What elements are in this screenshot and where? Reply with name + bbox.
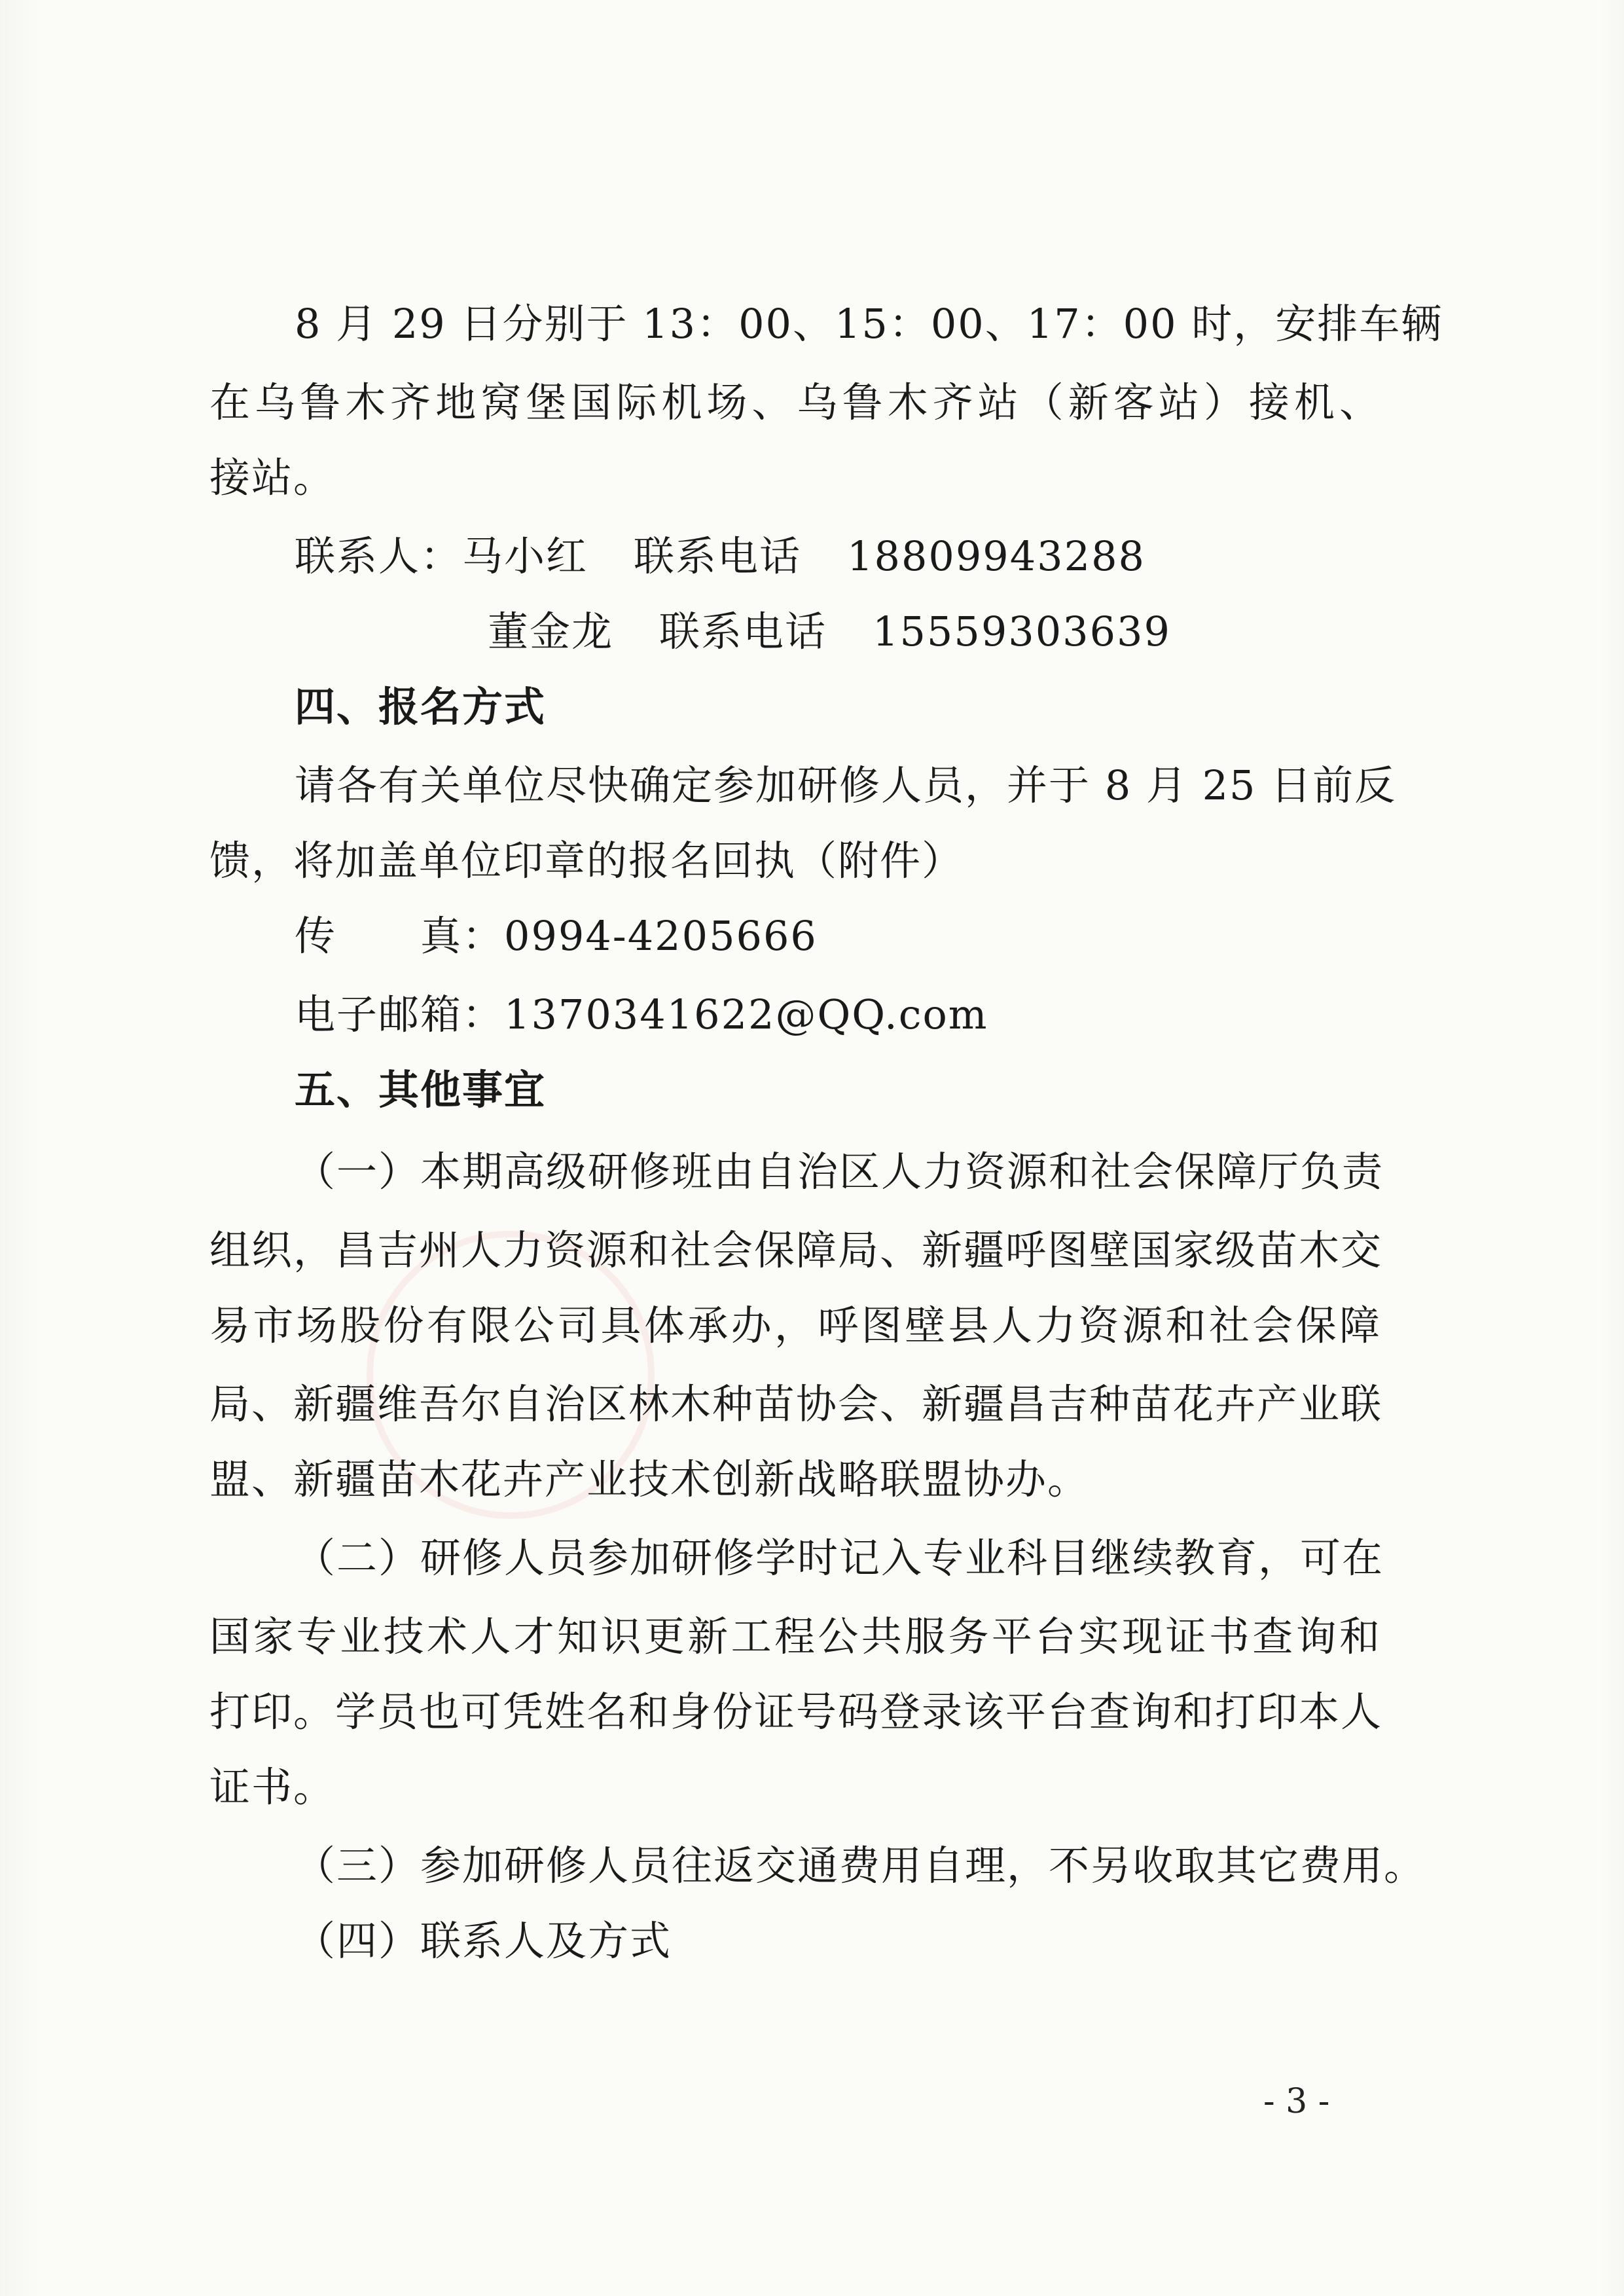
contact-phone-label: 联系电话 xyxy=(659,608,827,655)
paragraph-line: （一）本期高级研修班由自治区人力资源和社会保障厅负责 xyxy=(295,1148,1384,1195)
paragraph-line: 在乌鲁木齐地窝堡国际机场、乌鲁木齐站（新客站）接机、 xyxy=(209,378,1381,426)
paragraph-line: 易市场股份有限公司具体承办，呼图壁县人力资源和社会保障 xyxy=(209,1302,1381,1349)
contact-name: 马小红 xyxy=(462,532,588,580)
contact-phone-label: 联系电话 xyxy=(634,532,802,580)
page-number: - 3 - xyxy=(1263,2082,1330,2121)
paragraph-line: 证书。 xyxy=(209,1763,336,1811)
email-line: 电子邮箱：1370341622@QQ.com xyxy=(295,991,988,1038)
paragraph-line: 盟、新疆苗木花卉产业技术创新战略联盟协办。 xyxy=(209,1455,1090,1503)
contact-label: 联系人： xyxy=(295,532,463,580)
paragraph-line: 组织，昌吉州人力资源和社会保障局、新疆呼图壁国家级苗木交 xyxy=(209,1226,1383,1274)
section-heading: 五、其他事宜 xyxy=(295,1066,547,1114)
paragraph-line: （三）参加研修人员往返交通费用自理，不另收取其它费用。 xyxy=(295,1842,1426,1889)
contact-row xyxy=(295,524,1146,589)
paragraph-line: 8 月 29 日分别于 13：00、15：00、17：00 时，安排车辆 xyxy=(295,300,1443,348)
paragraph-line: 局、新疆维吾尔自治区林木种苗协会、新疆昌吉种苗花卉产业联 xyxy=(209,1380,1383,1428)
paragraph-line: （四）联系人及方式 xyxy=(295,1917,672,1965)
paragraph-line: 国家专业技术人才知识更新工程公共服务平台实现证书查询和 xyxy=(209,1613,1381,1660)
paragraph-line: （二）研修人员参加研修学时记入专业科目继续教育，可在 xyxy=(295,1534,1384,1582)
paragraph-line: 接站。 xyxy=(209,454,336,501)
contact-row xyxy=(488,599,1171,665)
paragraph-line: 馈，将加盖单位印章的报名回执（附件） xyxy=(209,837,964,884)
section-heading: 四、报名方式 xyxy=(295,683,547,731)
fax-line: 传 真：0994-4205666 xyxy=(295,912,818,960)
paragraph-line: 打印。学员也可凭姓名和身份证号码登录该平台查询和打印本人 xyxy=(209,1688,1383,1736)
contact-phone: 15559303639 xyxy=(873,608,1171,655)
contact-name: 董金龙 xyxy=(488,608,614,655)
contact-phone: 18809943288 xyxy=(847,532,1146,580)
paragraph-line: 请各有关单位尽快确定参加研修人员，并于 8 月 25 日前反 xyxy=(295,761,1397,809)
